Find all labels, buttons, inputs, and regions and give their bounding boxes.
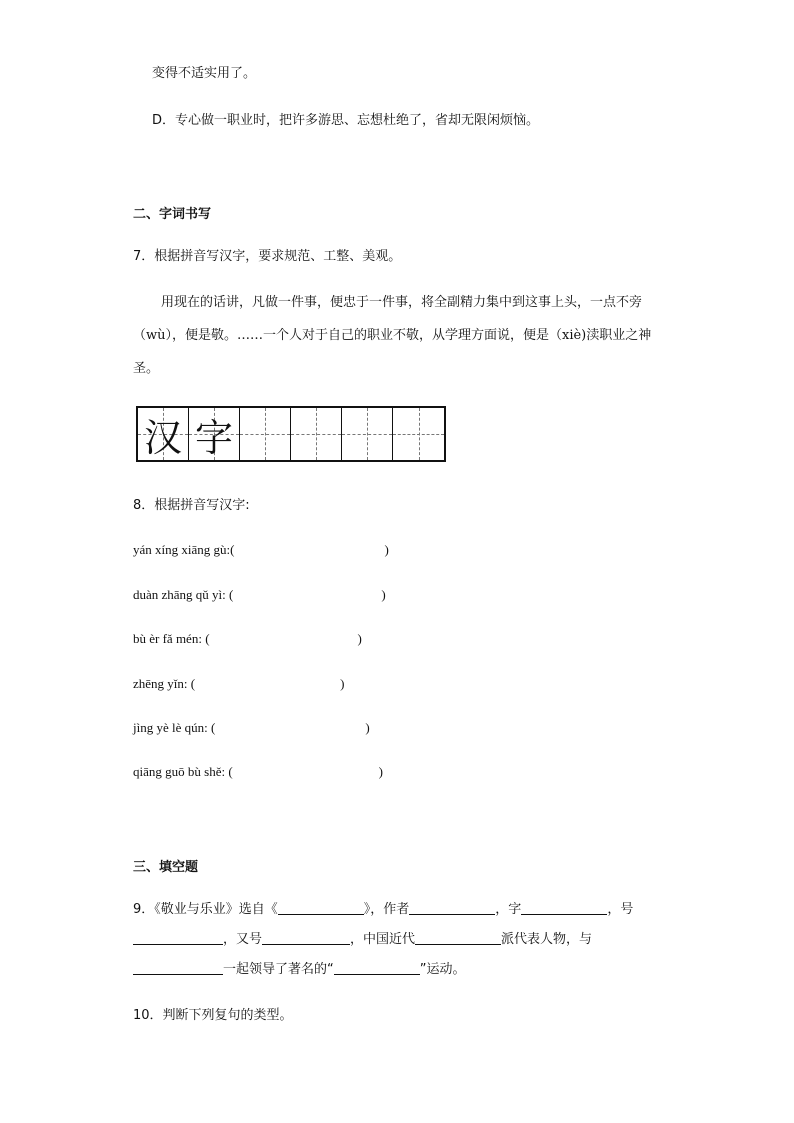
pinyin-close: ) — [381, 587, 386, 602]
q6-option-d: D．专心做一职业时，把许多游思、忘想杜绝了，省却无限闲烦恼。 — [152, 113, 540, 128]
section-heading-fill-blank: 三、填空题 — [133, 860, 199, 875]
pinyin-item — [133, 762, 383, 782]
q9-text: 派代表人物，与 — [501, 932, 593, 947]
pinyin-close: ) — [340, 676, 345, 691]
answer-blank[interactable] — [409, 900, 495, 915]
grid-char — [342, 408, 392, 460]
q7-passage: 用现在的话讲，凡做一件事，便忠于一件事，将全副精力集中到这事上头，一点不旁（wù），便是敬。……一个人对于自己的职业不敬，从学理方面说，便是（xiè)渎职业之神圣。 — [133, 295, 652, 376]
answer-blank[interactable] — [521, 900, 607, 915]
pinyin-text: zhēng yǐn: ( — [133, 676, 196, 691]
grid-cell[interactable] — [240, 408, 291, 460]
writing-grid — [136, 406, 446, 462]
pinyin-close: ) — [365, 720, 370, 735]
pinyin-item — [133, 718, 370, 738]
grid-cell[interactable] — [189, 408, 240, 460]
question-9-line-2 — [133, 930, 592, 950]
pinyin-text: yán xíng xiāng gù:( — [133, 542, 235, 557]
pinyin-item — [133, 540, 389, 560]
pinyin-close: ) — [384, 542, 389, 557]
answer-blank[interactable] — [262, 930, 350, 945]
pinyin-text: qiāng guō bù shě: ( — [133, 764, 233, 779]
grid-cell[interactable] — [342, 408, 393, 460]
pinyin-item — [133, 674, 344, 694]
q9-text: 》，作者 — [363, 902, 410, 917]
question-10: 10．判断下列复句的类型。 — [133, 1008, 293, 1023]
q9-text: ”运动。 — [419, 962, 466, 977]
section-heading-word-writing: 二、字词书写 — [133, 207, 212, 222]
q6-option-c-tail: 变得不适实用了。 — [152, 66, 257, 81]
answer-blank[interactable] — [334, 960, 420, 975]
question-9-line-3 — [133, 960, 466, 980]
pinyin-close: ) — [378, 764, 383, 779]
grid-char — [291, 408, 341, 460]
q9-text: ，又号 — [223, 932, 263, 947]
pinyin-text: duàn zhāng qǔ yì: ( — [133, 587, 234, 602]
question-8: 8．根据拼音写汉字: — [133, 498, 250, 513]
grid-char — [393, 408, 444, 460]
grid-cell[interactable] — [393, 408, 444, 460]
grid-cell[interactable] — [138, 408, 189, 460]
pinyin-close: ) — [357, 631, 362, 646]
grid-char: 汉 — [143, 415, 182, 460]
answer-blank[interactable] — [415, 930, 501, 945]
pinyin-text: bù èr fǎ mén: ( — [133, 631, 210, 646]
grid-char — [240, 408, 290, 460]
grid-cell[interactable] — [291, 408, 342, 460]
pinyin-text: jìng yè lè qún: ( — [133, 720, 216, 735]
q9-text: ，字 — [495, 902, 522, 917]
pinyin-item — [133, 629, 362, 649]
answer-blank[interactable] — [133, 960, 223, 975]
q9-text: ，中国近代 — [350, 932, 416, 947]
answer-blank[interactable] — [133, 930, 223, 945]
q9-text: 9．《敬业与乐业》选自《 — [133, 902, 278, 917]
grid-char: 字 — [194, 415, 233, 460]
pinyin-item — [133, 585, 386, 605]
q9-text: ，号 — [607, 902, 634, 917]
question-7: 7．根据拼音写汉字，要求规范、工整、美观。 — [133, 249, 402, 264]
question-9-line-1 — [133, 900, 633, 920]
answer-blank[interactable] — [278, 900, 364, 915]
q9-text: 一起领导了著名的“ — [223, 962, 334, 977]
